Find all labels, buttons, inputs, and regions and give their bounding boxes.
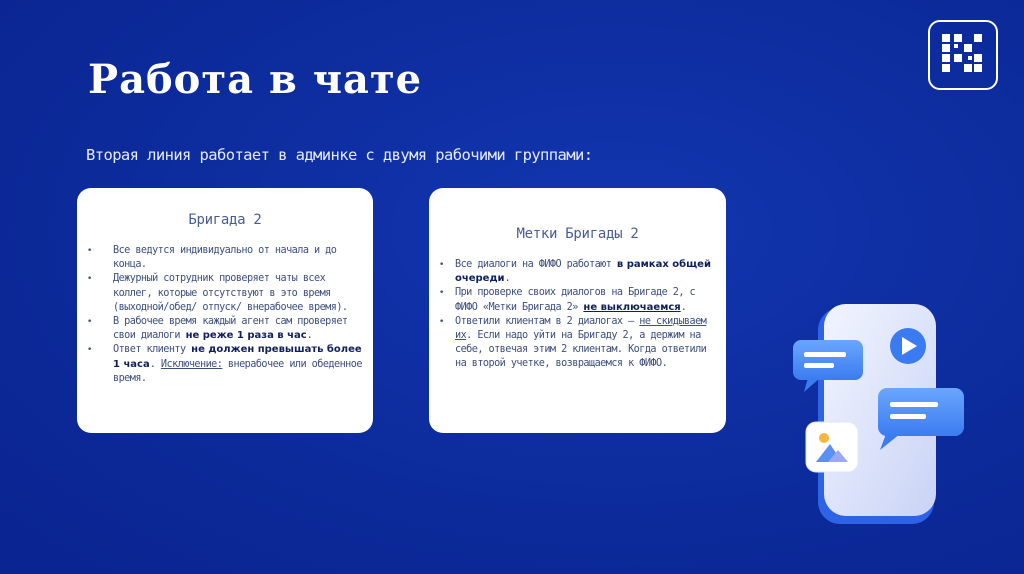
image-icon [806,422,858,472]
bullet-icon: • [87,317,92,328]
card-list [439,258,719,372]
bullet-icon: • [87,274,92,285]
underlined-text: Исключение: [160,358,223,370]
list-item: • При проверке своих диалогов на Бригаде 2, с ФИФО «Метки Бригада 2» не выключаемся. [439,287,696,313]
card-brigade-2-tags [429,188,726,433]
bullet-icon: • [439,260,444,270]
card-list [87,244,363,386]
list-item: • Ответили клиентам в 2 диалогах – не скидываем их. Если надо уйти на Бригаду 2, а держим на себе, отвечая этим 2 клиентам. Когда ответили на второй учетке, возвращаемся к ФИФО. [439,315,707,370]
bullet-icon: • [87,246,92,256]
phone-chat-illustration-icon [790,300,970,530]
slide-subtitle: Вторая линия работает в админке с двумя рабочими группами: [86,146,593,164]
list-item: • Все диалоги на ФИФО работают в рамках общей очереди. [439,259,711,285]
play-icon [890,328,926,364]
underlined-text: не скидываем их [455,315,707,342]
list-item: • Ответ клиенту не должен превышать более 1 часа. Исключение: внерабочее или обеденное время. [87,344,362,384]
emphasis-text: не выключаемся [583,301,681,313]
bullet-icon: • [87,345,92,356]
list-item: • Все ведутся индивидуально от начала и до конца. [87,245,337,271]
bullet-icon: • [439,316,444,327]
slide-title: Работа в чате [88,56,423,103]
emphasis-text: не реже 1 раза в час [185,330,307,342]
emphasis-text: не должен превышать более 1 часа [113,344,362,370]
card-title: Бригада 2 [188,212,262,228]
card-brigade-2 [77,188,373,433]
emphasis-text: в рамках общей очереди [455,259,711,285]
list-item: • Дежурный сотрудник проверяет чаты всех коллег, которые отсутствуют в это время (выходной/обед/ отпуск/ внерабочее время). [87,273,348,313]
brand-pixel-logo-icon [928,20,998,90]
list-item: • В рабочее время каждый агент сам проверяет свои диалоги не реже 1 раза в час. [87,316,348,342]
bullet-icon: • [439,288,444,299]
card-title: Метки Бригады 2 [516,226,639,242]
